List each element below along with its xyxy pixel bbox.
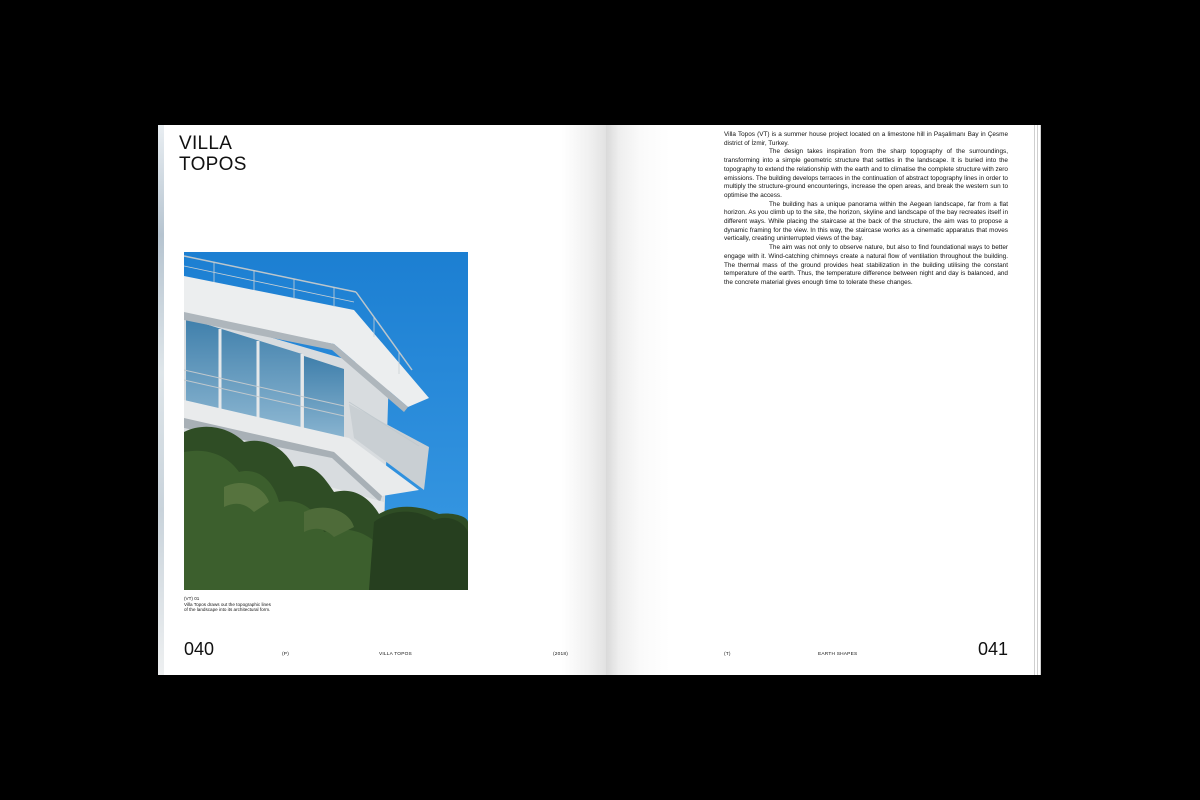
paragraph-1: Villa Topos (VT) is a summer house project located on a limestone hill in Paşalimanı Bay in Çesme district of İzmir, Turkey. [724,131,1008,147]
book-spread [158,125,1041,675]
right-page [606,125,1032,675]
right-page-edges [1032,125,1041,675]
footer-section: EARTH SHAPES [818,652,858,657]
paragraph-4: The aim was not only to observe nature, but also to find foundational ways to better engage with it. Wind-catching chimneys create a natural flow of ventilation throughout the building. The thermal mass of the ground provides heat stabilization in the building utilising the constant temperature of the earth. Thus, the temperature difference between night and day is balanced, and the concrete material gives enough time to tolerate these changes. [724,244,1008,286]
page-title [179,133,247,175]
title-line-1: VILLA [179,133,233,154]
photo-caption [184,596,304,613]
footer-code-right: (T) [724,652,731,657]
caption-line-1: (VT) 01 [184,596,200,601]
footer-year: (2018) [553,652,569,657]
paragraph-3: The building has a unique panorama within the Aegean landscape, far from a flat horizon. As you climb up to the site, the horizon, skyline and landscape of the bay recreates itself in different ways. While placing the staircase at the back of the structure, the aim was to propose a dynamic framing for the view. In this way, the staircase works as a cinematic apparatus that moves vertically, creating uninterrupted views of the bay. [724,200,1008,243]
paragraph-2: The design takes inspiration from the sharp topography of the surroundings, transforming into a simple geometric structure that settles in the landscape. It is buried into the topography to extend the relationship with the earth and to climatise the complete structure with zero emissions. The building develops terraces in the continuation of abstract topography lines in order to multiply the structure-ground encounterings, increase the open areas, and break the western sun to optimise the access. [724,148,1008,199]
title-line-2: TOPOS [179,154,247,175]
page-number-left: 040 [184,639,215,659]
body-text [724,131,1008,288]
caption-line-3: of the landscape into its architectural form. [184,607,271,613]
left-page [164,125,606,675]
footer-code-left: (P) [282,652,289,657]
footer-project-name: VILLA TOPOS [379,652,412,657]
caption-line-2: Villa Topos draws out the topographic lines [184,601,271,607]
villa-photo [184,252,468,590]
page-number-right: 041 [978,639,1009,659]
